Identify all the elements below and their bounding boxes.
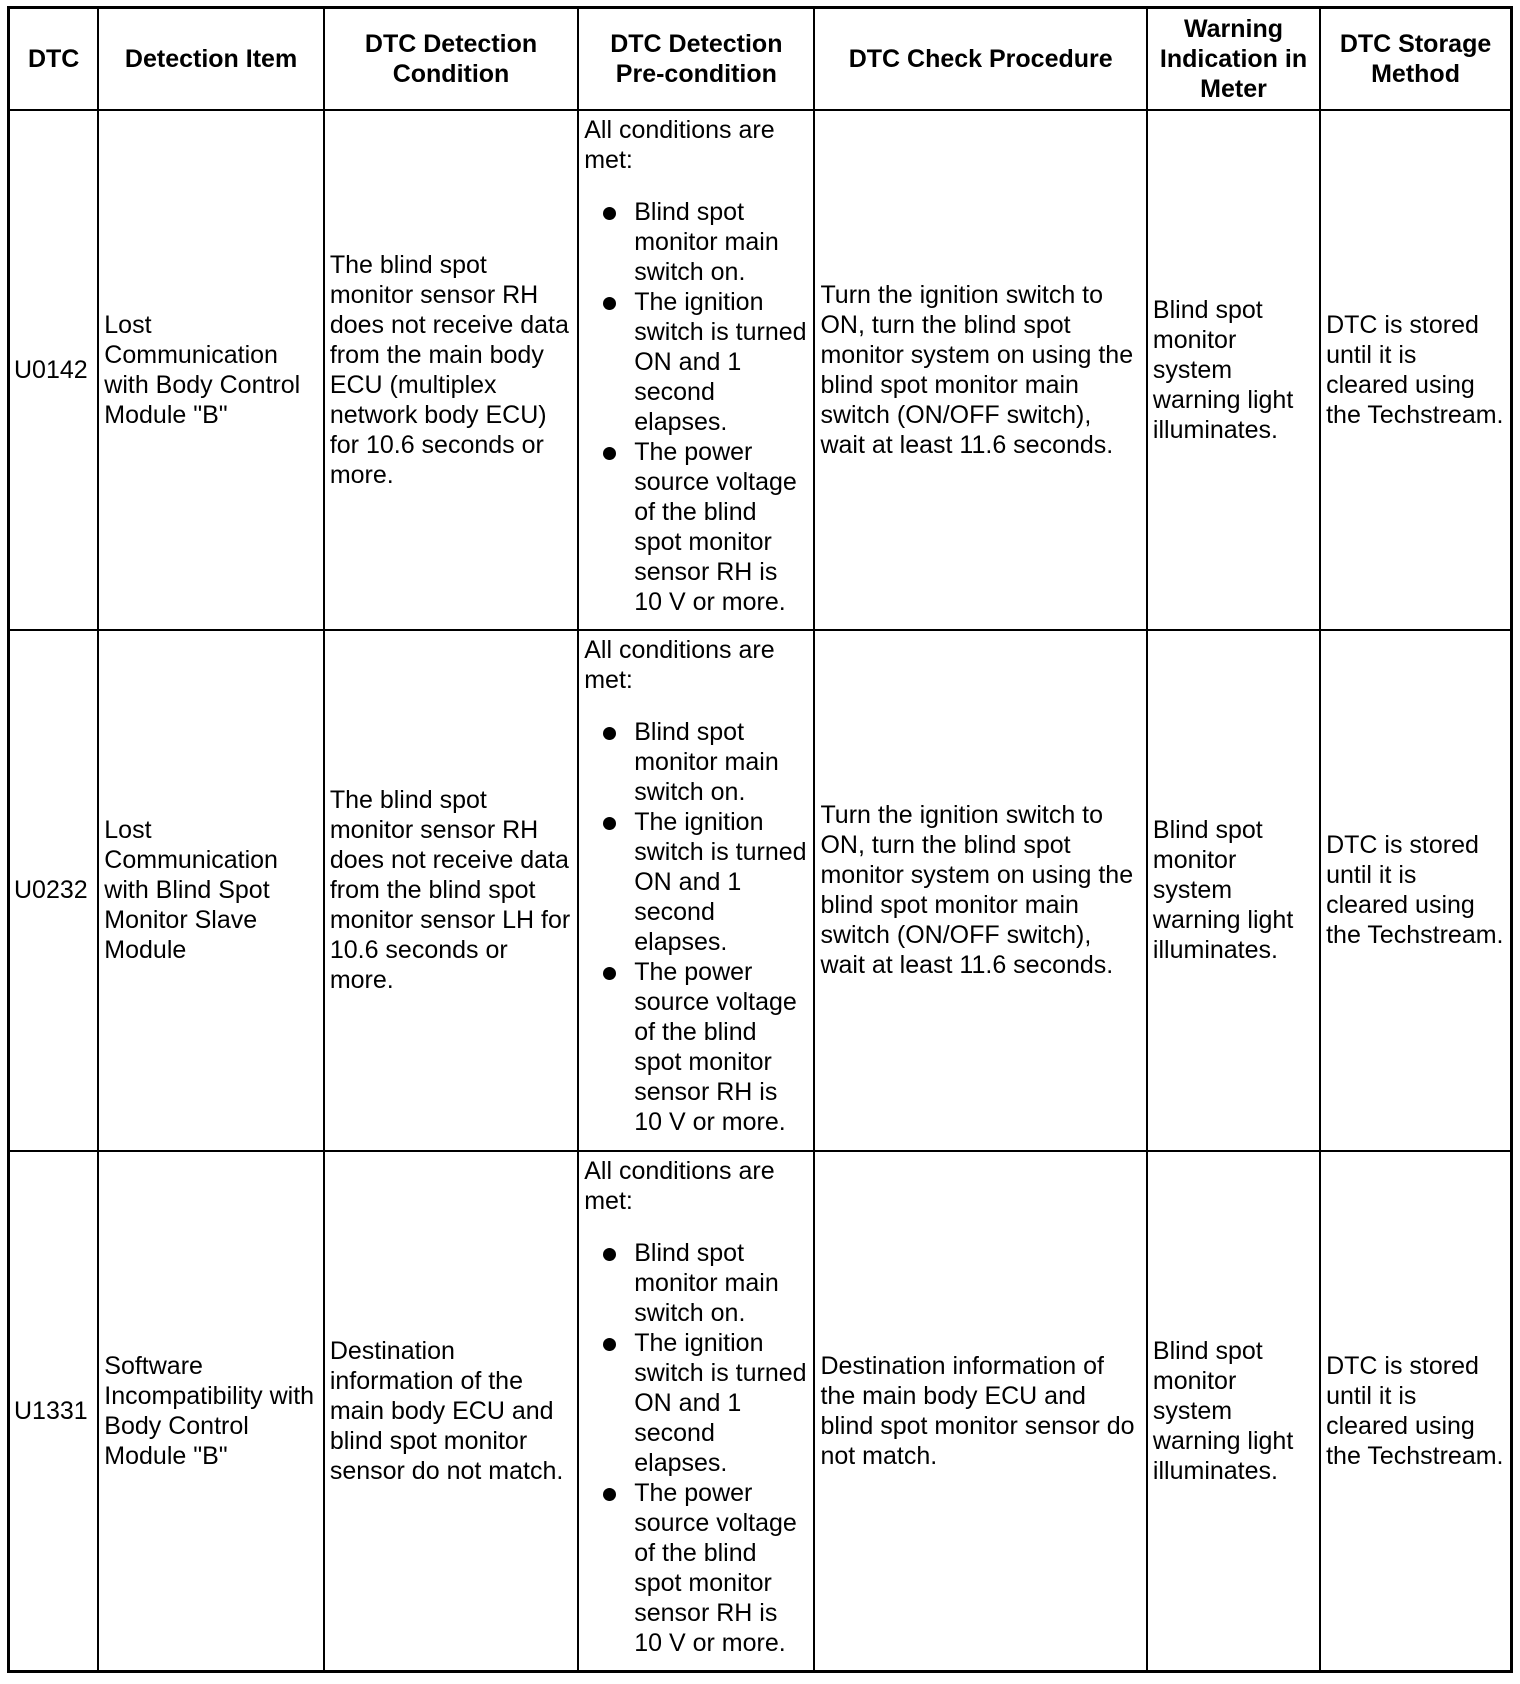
table-row [9, 110, 1512, 630]
header-detection-condition: DTC Detection Condition [324, 8, 578, 111]
dtc-code: U0232 [9, 630, 99, 1150]
storage-method: DTC is stored until it is cleared using the Techstream. [1320, 630, 1511, 1150]
header-storage-method: DTC Storage Method [1320, 8, 1511, 111]
storage-method: DTC is stored until it is cleared using the Techstream. [1320, 110, 1511, 630]
header-dtc: DTC [9, 8, 99, 111]
detection-condition: The blind spot monitor sensor RH does not receive data from the blind spot monitor sensor LH for 10.6 seconds or more. [324, 630, 578, 1150]
precondition-list [584, 1238, 808, 1658]
warning-indication: Blind spot monitor system warning light illuminates. [1147, 110, 1320, 630]
detection-item: Software Incompatibility with Body Control Module "B" [98, 1151, 324, 1672]
list-item: The power source voltage of the blind spot monitor sensor RH is 10 V or more. [584, 1478, 808, 1658]
dtc-table [7, 6, 1513, 1673]
dtc-code: U1331 [9, 1151, 99, 1672]
detection-condition: The blind spot monitor sensor RH does not receive data from the main body ECU (multiplex network body ECU) for 10.6 seconds or more. [324, 110, 578, 630]
header-check-procedure: DTC Check Procedure [814, 8, 1146, 111]
detection-item: Lost Communication with Blind Spot Monitor Slave Module [98, 630, 324, 1150]
warning-indication: Blind spot monitor system warning light illuminates. [1147, 1151, 1320, 1672]
precondition-list [584, 197, 808, 617]
header-warning-indication: Warning Indication in Meter [1147, 8, 1320, 111]
list-item: The power source voltage of the blind spot monitor sensor RH is 10 V or more. [584, 437, 808, 617]
precondition-intro: All conditions are met: [584, 1156, 775, 1215]
table-row [9, 630, 1512, 1150]
dtc-code: U0142 [9, 110, 99, 630]
list-item: The ignition switch is turned ON and 1 second elapses. [584, 287, 808, 437]
detection-item: Lost Communication with Body Control Module "B" [98, 110, 324, 630]
precondition-cell [578, 1151, 814, 1672]
header-row [9, 8, 1512, 111]
precondition-intro: All conditions are met: [584, 116, 775, 174]
storage-method: DTC is stored until it is cleared using the Techstream. [1320, 1151, 1511, 1672]
list-item: The ignition switch is turned ON and 1 second elapses. [584, 1328, 808, 1478]
warning-indication: Blind spot monitor system warning light illuminates. [1147, 630, 1320, 1150]
precondition-list [584, 717, 808, 1137]
list-item: The ignition switch is turned ON and 1 second elapses. [584, 807, 808, 957]
precondition-cell [578, 630, 814, 1150]
list-item: Blind spot monitor main switch on. [584, 1238, 808, 1328]
header-precondition: DTC Detection Pre-condition [578, 8, 814, 111]
check-procedure: Destination information of the main body ECU and blind spot monitor sensor do not match. [814, 1151, 1146, 1672]
check-procedure: Turn the ignition switch to ON, turn the blind spot monitor system on using the blind spot monitor main switch (ON/OFF switch), wait at least 11.6 seconds. [814, 110, 1146, 630]
list-item: Blind spot monitor main switch on. [584, 717, 808, 807]
list-item: Blind spot monitor main switch on. [584, 197, 808, 287]
header-detection-item: Detection Item [98, 8, 324, 111]
table-row [9, 1151, 1512, 1672]
check-procedure: Turn the ignition switch to ON, turn the blind spot monitor system on using the blind spot monitor main switch (ON/OFF switch), wait at least 11.6 seconds. [814, 630, 1146, 1150]
precondition-intro: All conditions are met: [584, 636, 775, 695]
list-item: The power source voltage of the blind spot monitor sensor RH is 10 V or more. [584, 957, 808, 1137]
precondition-cell [578, 110, 814, 630]
detection-condition: Destination information of the main body ECU and blind spot monitor sensor do not match. [324, 1151, 578, 1672]
